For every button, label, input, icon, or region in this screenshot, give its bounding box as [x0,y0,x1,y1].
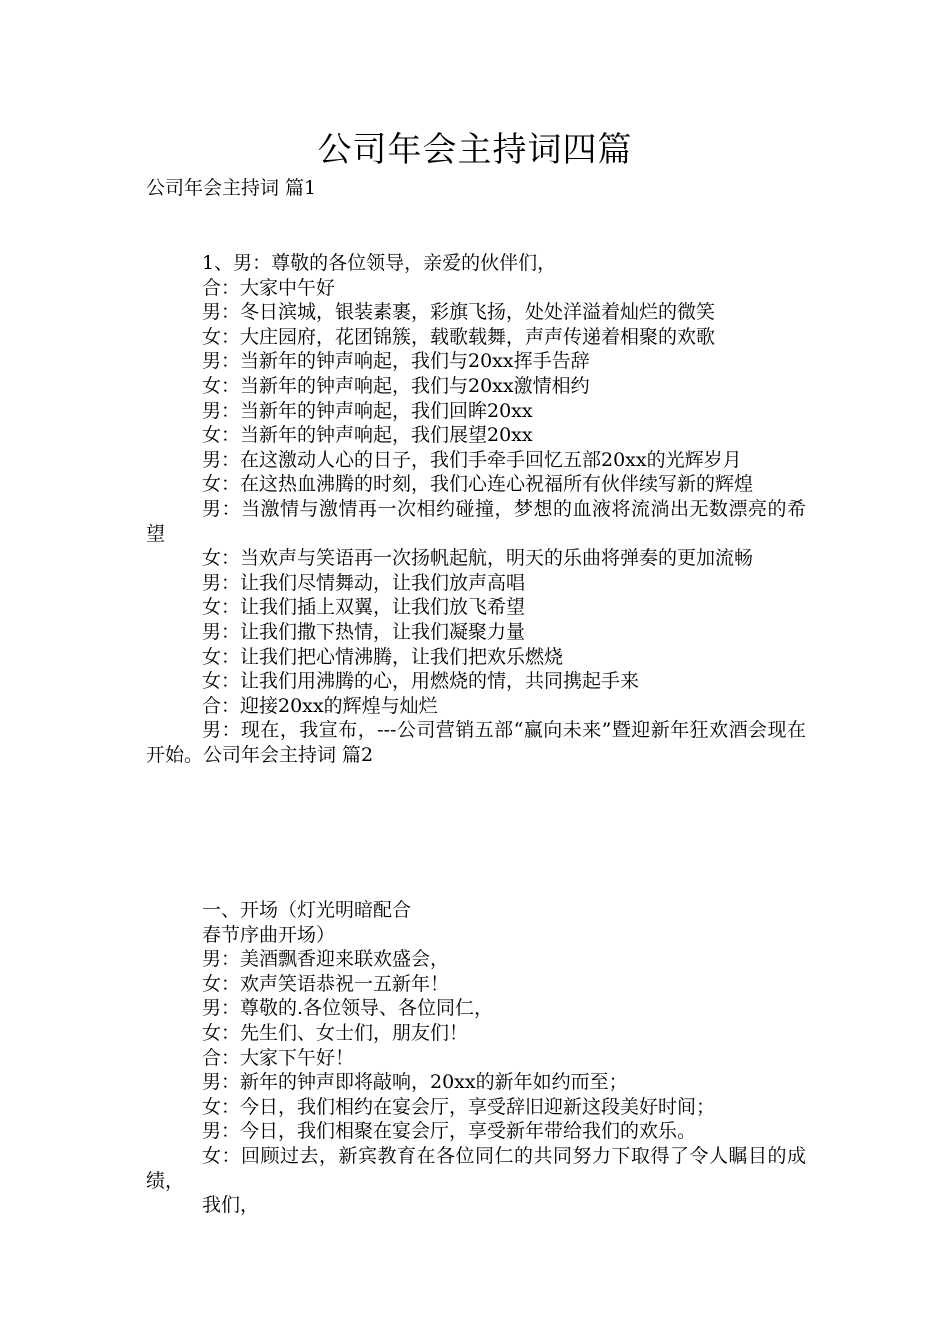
script-line: 合：迎接20xx的辉煌与灿烂 [202,694,438,717]
script-line: 女：当新年的钟声响起，我们与20xx激情相约 [202,374,590,397]
script-line: 一、开场（灯光明暗配合 [202,899,412,921]
script-line: 春节序曲开场） [202,923,336,946]
script-line: 女：当新年的钟声响起，我们展望20xx [202,424,533,447]
script-line: 男：在这激动人心的日子，我们手牵手回忆五部20xx的光辉岁月 [202,448,742,471]
script-line: 男：冬日滨城，银装素裹，彩旗飞扬，处处洋溢着灿烂的微笑 [202,301,716,324]
script-line: 女：回顾过去，新宾教育在各位同仁的共同努力下取得了令人瞩目的成绩， [146,1144,806,1192]
script-line: 女：在这热血沸腾的时刻，我们心连心祝福所有伙伴续写新的辉煌 [202,473,754,496]
script-line: 男：尊敬的.各位领导、各位同仁， [202,997,494,1020]
script-line: 1、男：尊敬的各位领导，亲爱的伙伴们， [202,252,557,274]
script-line: 女：先生们、女士们，朋友们！ [202,1021,469,1044]
script-line: 女：今日，我们相约在宴会厅，享受辞旧迎新这段美好时间； [202,1095,716,1118]
script-line: 女：大庄园府，花团锦簇，载歌载舞，声声传递着相聚的欢歌 [202,325,716,348]
script-line: 男：现在，我宣布，---公司营销五部“赢向未来”暨迎新年狂欢酒会现在开始。公司年会主持词 篇2 [146,719,806,766]
script-line: 我们， [202,1194,260,1217]
script-line: 合：大家下午好！ [202,1046,355,1069]
script-line: 女：让我们用沸腾的心，用燃烧的情，共同携起手来 [202,670,640,693]
script-line: 女：当欢声与笑语再一次扬帆起航，明天的乐曲将弹奏的更加流畅 [202,547,754,570]
script-line: 女：让我们插上双翼，让我们放飞希望 [202,596,526,619]
script-line: 女：让我们把心情沸腾，让我们把欢乐燃烧 [202,645,564,668]
script-line: 男：美酒飘香迎来联欢盛会， [202,948,450,971]
document-title: 公司年会主持词四篇 [317,130,633,170]
script-line: 男：让我们撒下热情，让我们凝聚力量 [202,620,526,643]
section-2-body [146,898,806,1218]
script-line: 男：新年的钟声即将敲响，20xx的新年如约而至； [202,1071,628,1094]
script-line: 男：当新年的钟声响起，我们回眸20xx [202,399,533,422]
script-line: 男：今日，我们相聚在宴会厅，享受新年带给我们的欢乐。 [202,1120,697,1143]
script-line: 男：当新年的钟声响起，我们与20xx挥手告辞 [202,350,590,373]
script-line: 女：欢声笑语恭祝一五新年！ [202,972,450,995]
script-line: 合：大家中午好 [202,276,336,299]
script-line: 男：当激情与激情再一次相约碰撞，梦想的血液将流淌出无数漂亮的希望 [146,497,806,545]
section-1-body [146,251,806,767]
script-line: 男：让我们尽情舞动，让我们放声高唱 [202,571,526,594]
section-1-heading: 公司年会主持词 篇1 [146,177,317,199]
